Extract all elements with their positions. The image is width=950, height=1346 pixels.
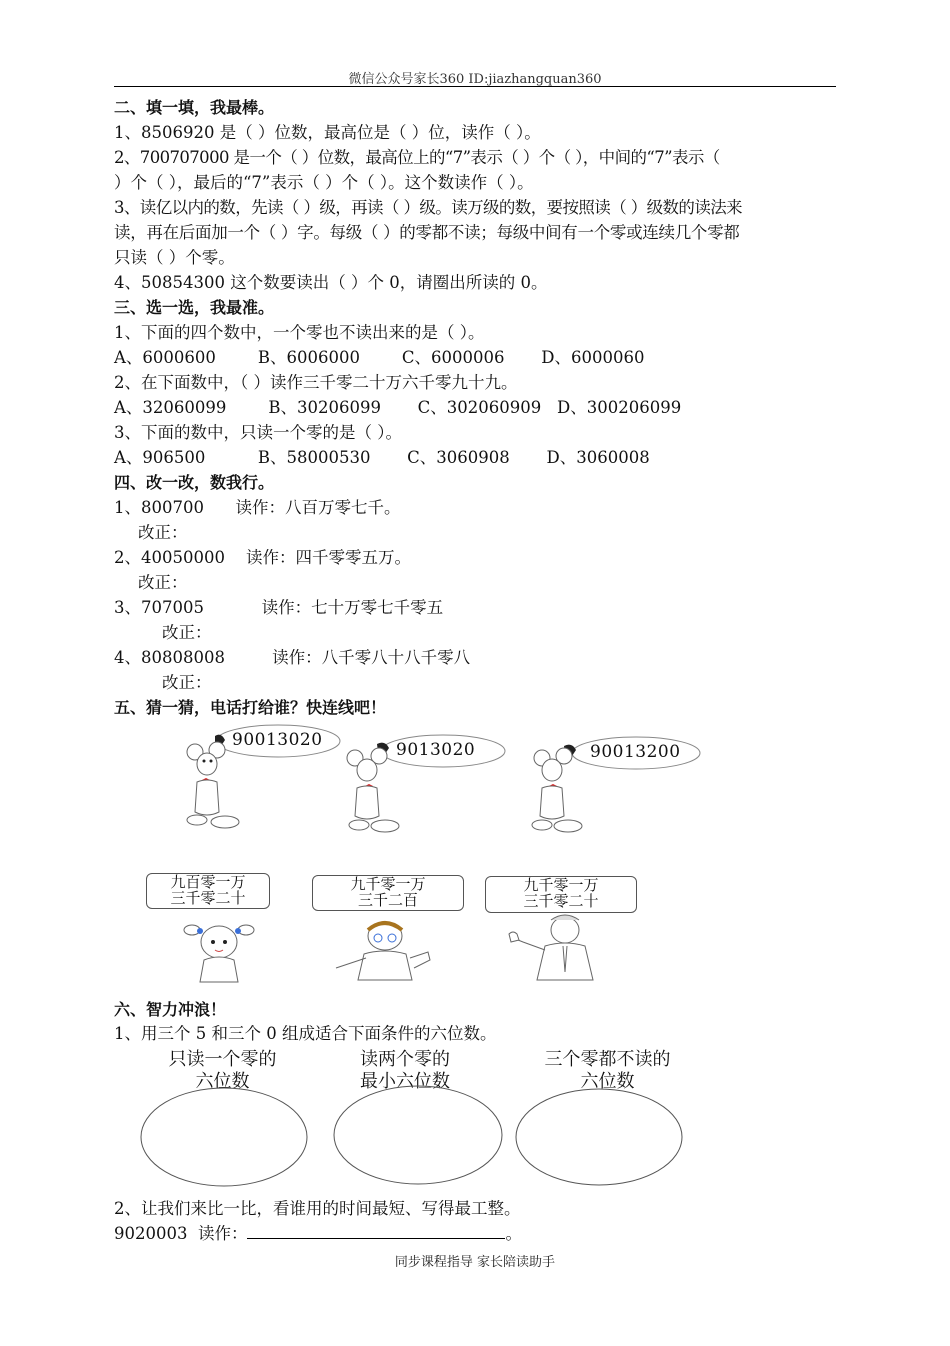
section2-q1: 1、8506920 是（ ）位数，最高位是（ ）位，读作（ ）。 — [114, 123, 541, 142]
phone-number-2: 9013020 — [396, 740, 476, 760]
answer-box-1-line2: 三千零二十 — [170, 889, 246, 907]
section3-title: 三、选一选，我最准。 — [114, 298, 275, 317]
answer-oval-2[interactable] — [334, 1086, 502, 1184]
section4-q1: 1、800700 读作：八百万零七千。 — [114, 498, 401, 517]
page-header: 微信公众号家长360 ID:jiazhangquan360 — [348, 72, 602, 87]
section6-q2-end: 。 — [505, 1224, 522, 1243]
section6-q2-number: 9020003 读作： — [114, 1224, 248, 1243]
section2-q2-line2: ）个（ ），最后的“7”表示（ ）个（ ）。这个数读作（ ）。 — [114, 173, 534, 192]
section3-q3-options: A、906500 B、58000530 C、3060908 D、3060008 — [114, 448, 650, 467]
answer-oval-3[interactable] — [516, 1089, 682, 1185]
section6-title: 六、智力冲浪！ — [114, 1000, 227, 1019]
section6-q1: 1、用三个 5 和三个 0 组成适合下面条件的六位数。 — [114, 1024, 497, 1043]
condition-3-line2: 六位数 — [580, 1071, 635, 1092]
condition-1-line2: 六位数 — [195, 1071, 250, 1092]
section4-q2-fix: 改正： — [138, 573, 188, 592]
section3-q2: 2、在下面数中，（ ）读作三千零二十万六千零九十九。 — [114, 373, 518, 392]
section2-q4: 4、50854300 这个数要读出（ ）个 0，请圈出所读的 0。 — [114, 273, 548, 292]
section2-q3-line3: 只读（ ）个零。 — [114, 248, 235, 267]
condition-2-line1: 读两个零的 — [360, 1049, 450, 1070]
answer-box-1-line1: 九百零一万 — [170, 873, 246, 891]
section4-q2: 2、40050000 读作：四千零零五万。 — [114, 548, 411, 567]
condition-2-line2: 最小六位数 — [360, 1071, 450, 1092]
phone-number-1: 90013020 — [232, 730, 323, 750]
section2-q3-line1: 3、读亿以内的数，先读（ ）级，再读（ ）级。读万级的数，要按照读（ ）级数的读法来 — [114, 198, 743, 217]
section2-title: 二、填一填，我最棒。 — [114, 98, 275, 117]
section4-q3: 3、707005 读作：七十万零七千零五 — [114, 598, 444, 617]
section6-q2: 2、让我们来比一比，看谁用的时间最短、写得最工整。 — [114, 1199, 521, 1218]
answer-box-3-line1: 九千零一万 — [523, 876, 599, 894]
section3-q3: 3、下面的数中，只读一个零的是（ ）。 — [114, 423, 402, 442]
answer-blank-line[interactable] — [247, 1224, 505, 1239]
section4-q3-fix: 改正： — [162, 623, 212, 642]
section2-q3-line2: 读，再在后面加一个（ ）字。每级（ ）的零都不读；每级中间有一个零或连续几个零都 — [114, 223, 740, 242]
section6-q2-row — [114, 1224, 522, 1244]
section2-q2-line1: 2、700707000 是一个（ ）位数，最高位上的“7”表示（ ）个（ ），中间的“7”表示（ — [114, 148, 720, 167]
answer-box-2-line1: 九千零一万 — [350, 875, 426, 893]
section4-q4: 4、80808008 读作：八千零八十八千零八 — [114, 648, 471, 667]
section5-title: 五、猜一猜，电话打给谁？快连线吧！ — [114, 698, 387, 717]
condition-3-line1: 三个零都不读的 — [544, 1049, 671, 1070]
section3-q1: 1、下面的四个数中，一个零也不读出来的是（ ）。 — [114, 323, 485, 342]
section3-q2-options: A、32060099 B、30206099 C、302060909 D、300206099 — [114, 398, 682, 417]
section4-q1-fix: 改正： — [138, 523, 188, 542]
phone-number-3: 90013200 — [590, 742, 681, 762]
answer-box-3-line2: 三千零二十 — [523, 892, 599, 910]
section4-q4-fix: 改正： — [162, 673, 212, 692]
condition-1-line1: 只读一个零的 — [168, 1049, 277, 1070]
answer-box-2-line2: 三千二百 — [357, 891, 418, 909]
section3-q1-options: A、6000600 B、6006000 C、6000006 D、6000060 — [114, 348, 645, 367]
section4-title: 四、改一改，数我行。 — [114, 473, 275, 492]
answer-oval-1[interactable] — [141, 1088, 307, 1186]
page-footer: 同步课程指导 家长陪读助手 — [394, 1255, 556, 1270]
